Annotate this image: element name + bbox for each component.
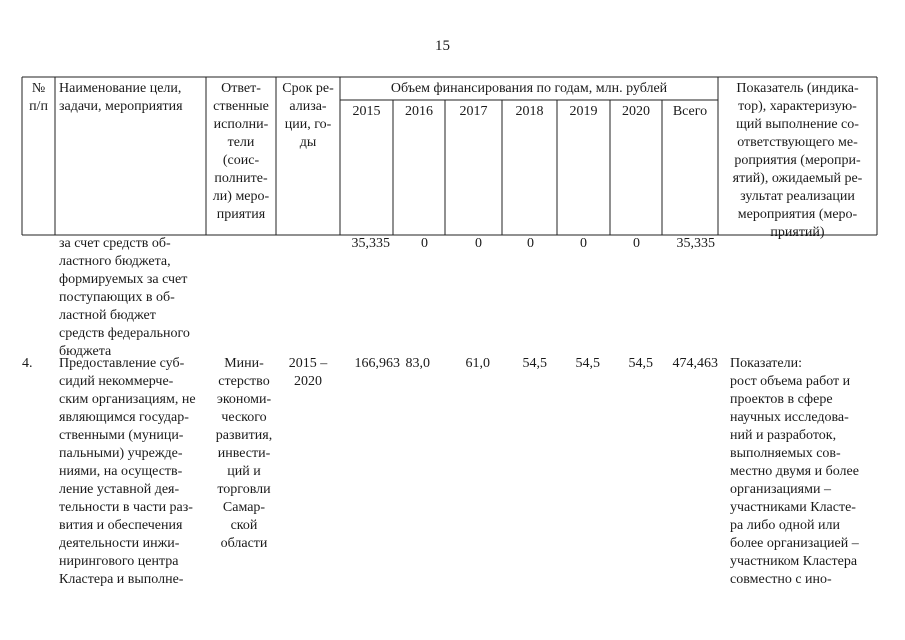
row2-total: 474,463 xyxy=(672,356,718,371)
row2-value: 83,0 xyxy=(405,356,430,371)
header-year: 2015 xyxy=(352,104,381,119)
header-name: Наименование цели, задачи, мероприятия xyxy=(59,81,183,114)
header-responsible: Ответ- ственные исполни- тели (соис- полните- ли) меро- приятия xyxy=(212,81,270,222)
row2-value: 61,0 xyxy=(465,356,490,371)
header-year: 2018 xyxy=(515,104,544,119)
header-year: 2020 xyxy=(622,104,650,119)
row1-total: 35,335 xyxy=(676,236,715,251)
row2-value: 54,5 xyxy=(575,356,600,371)
row1-value: 0 xyxy=(580,236,587,251)
page-number: 15 xyxy=(435,38,450,54)
row2-num: 4. xyxy=(22,356,33,371)
header-total: Всего xyxy=(672,104,708,119)
row2-responsible: Мини- стерство экономи- ческого развития, инвести- ций и торговли Самар- ской области xyxy=(215,356,273,551)
row1-name: за счет средств об- ластного бюджета, формируемых за счет поступающих в об- ластной бюджет средств федерального бюджета xyxy=(59,236,190,359)
header-year: 2019 xyxy=(569,104,598,119)
header-indicator: Показатель (индика- тор), характеризую- щий выполнение со- ответствующего ме- роприятия (меропри- ятий), ожидаемый ре- зультат реализации мероприятия (меро- приятий) xyxy=(732,81,863,240)
row2-term: 2015 – 2020 xyxy=(288,356,328,389)
row1-value: 35,335 xyxy=(351,236,390,251)
row1-value: 0 xyxy=(475,236,482,251)
header-term: Срок ре- ализа- ции, го- ды xyxy=(282,81,334,150)
row2-value: 54,5 xyxy=(628,356,653,371)
row1-value: 0 xyxy=(421,236,428,251)
row2-value: 166,963 xyxy=(354,356,400,371)
row2-value: 54,5 xyxy=(522,356,547,371)
row1-value: 0 xyxy=(527,236,534,251)
header-year: 2017 xyxy=(459,104,488,119)
row1-value: 0 xyxy=(633,236,640,251)
header-year: 2016 xyxy=(405,104,433,119)
header-num: № п/п xyxy=(29,81,48,114)
row2-name: Предоставление суб- сидий некоммерче- ским организациям, не являющимся государ- ственными (муници- пальными) учрежде- ниями, на осуществ- ление уставной дея- тельности в части раз- вития и обеспечения деятельности инжи- нирингового центра Кластера и выполне- xyxy=(59,356,196,587)
row2-indicator: Показатели: рост объема работ и проектов в сфере научных исследова- ний и разработок, выполняемых сов- местно двумя и более организациями – участниками Класте- ра либо одной или более организацией – участником Кластера совместно с ино- xyxy=(730,356,859,587)
header-funding: Объем финансирования по годам, млн. рублей xyxy=(390,81,668,96)
